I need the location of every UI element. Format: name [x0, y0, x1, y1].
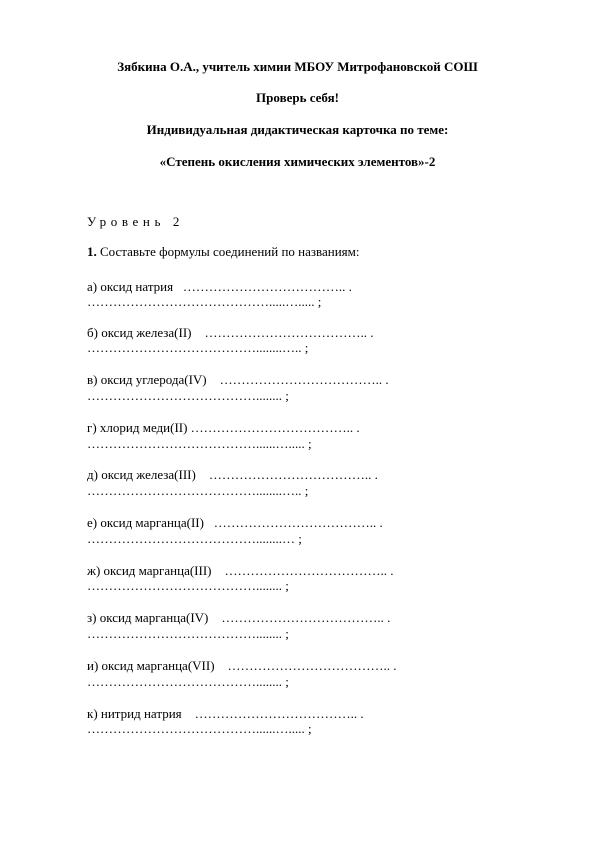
item-i-line2: …………………………………........ ; — [87, 674, 289, 689]
item-z-line2: …………………………………........ ; — [87, 626, 289, 641]
item-v-line2: …………………………………........ ; — [87, 388, 289, 403]
item-zh-line1: ж) оксид марганца(III) ……………………………….. . — [87, 563, 394, 578]
item-k-line2: …………………………………......…..... ; — [87, 721, 312, 736]
card-title: Индивидуальная дидактическая карточка по теме: — [146, 122, 449, 137]
item-d-line1: д) оксид железа(III) ……………………………….. . — [87, 467, 378, 482]
task-1 — [87, 244, 360, 260]
item-a-line2: …………………………………….....…..... ; — [87, 294, 322, 309]
level-label: Уровень 2 — [87, 214, 184, 229]
check-yourself-heading: Проверь себя! — [256, 90, 339, 105]
item-zh-line2: …………………………………........ ; — [87, 578, 289, 593]
item-a-line1: а) оксид натрия ……………………………….. . — [87, 279, 352, 294]
item-d-line2: …………………………………........….. ; — [87, 483, 309, 498]
item-g-line1: г) хлорид меди(II) ……………………………….. . — [87, 420, 360, 435]
task-number: 1. — [87, 244, 97, 259]
item-z-line1: з) оксид марганца(IV) ……………………………….. . — [87, 610, 391, 625]
item-e-line1: е) оксид марганца(II) ……………………………….. . — [87, 515, 383, 530]
author-line: Зябкина О.А., учитель химии МБОУ Митрофановской СОШ — [117, 59, 478, 74]
item-i-line1: и) оксид марганца(VII) ……………………………….. . — [87, 658, 397, 673]
item-g-line2: …………………………………......…..... ; — [87, 436, 312, 451]
item-b-line2: …………………………………........….. ; — [87, 340, 309, 355]
task-text: Составьте формулы соединений по названиям: — [96, 244, 360, 259]
item-e-line2: …………………………………........… ; — [87, 531, 302, 546]
item-k-line1: к) нитрид натрия ……………………………….. . — [87, 706, 364, 721]
item-b-line1: б) оксид железа(II) ……………………………….. . — [87, 325, 374, 340]
topic-title: «Степень окисления химических элементов»-2 — [159, 154, 436, 169]
item-v-line1: в) оксид углерода(IV) ……………………………….. . — [87, 372, 389, 387]
